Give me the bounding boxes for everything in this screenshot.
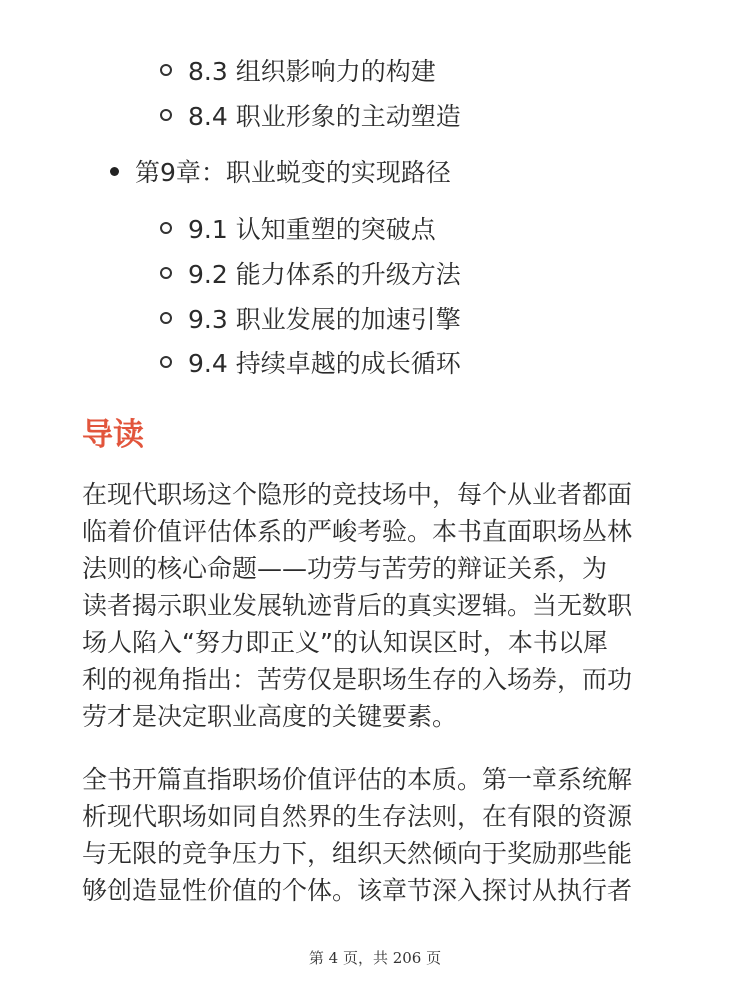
- paragraph-line: 在现代职场这个隐形的竞技场中，每个从业者都面: [82, 480, 633, 509]
- paragraph-line: 利的视角指出：苦劳仅是职场生存的入场券，而功: [82, 665, 633, 694]
- hollow-bullet-icon: [160, 312, 172, 324]
- toc-item-label: 8.3 组织影响力的构建: [188, 57, 436, 86]
- toc-item-9-4[interactable]: [160, 342, 461, 382]
- toc-item-label: 9.4 持续卓越的成长循环: [188, 349, 461, 378]
- toc-chapter-label: 第9章：职业蜕变的实现路径: [135, 158, 451, 187]
- section-heading-intro: 导读: [82, 417, 144, 453]
- filled-bullet-icon: [110, 167, 119, 176]
- paragraph-line: 全书开篇直指职场价值评估的本质。第一章系统解: [82, 765, 633, 794]
- toc-item-9-3[interactable]: [160, 298, 461, 338]
- intro-paragraph-2: [82, 761, 682, 909]
- toc-item-8-4[interactable]: [160, 95, 461, 135]
- hollow-bullet-icon: [160, 64, 172, 76]
- paragraph-line: 读者揭示职业发展轨迹背后的真实逻辑。当无数职: [82, 591, 633, 620]
- toc-item-label: 9.2 能力体系的升级方法: [188, 260, 461, 289]
- toc-item-9-1[interactable]: [160, 208, 436, 248]
- paragraph-line: 场人陷入“努力即正义”的认知误区时，本书以犀: [82, 628, 608, 657]
- hollow-bullet-icon: [160, 267, 172, 279]
- toc-item-9-2[interactable]: [160, 253, 461, 293]
- hollow-bullet-icon: [160, 109, 172, 121]
- toc-item-label: 8.4 职业形象的主动塑造: [188, 102, 461, 131]
- hollow-bullet-icon: [160, 222, 172, 234]
- toc-chapter-9[interactable]: [110, 151, 451, 191]
- paragraph-line: 够创造显性价值的个体。该章节深入探讨从执行者: [82, 876, 633, 905]
- paragraph-line: 法则的核心命题——功劳与苦劳的辩证关系，为: [82, 554, 608, 583]
- toc-item-label: 9.3 职业发展的加速引擎: [188, 305, 461, 334]
- hollow-bullet-icon: [160, 356, 172, 368]
- toc-item-label: 9.1 认知重塑的突破点: [188, 215, 436, 244]
- paragraph-line: 析现代职场如同自然界的生存法则，在有限的资源: [82, 802, 633, 831]
- paragraph-line: 劳才是决定职业高度的关键要素。: [82, 702, 458, 731]
- page-number-footer: 第 4 页，共 206 页: [308, 949, 442, 967]
- paragraph-line: 临着价值评估体系的严峻考验。本书直面职场丛林: [82, 517, 633, 546]
- paragraph-line: 与无限的竞争压力下，组织天然倾向于奖励那些能: [82, 839, 633, 868]
- intro-paragraph-1: [82, 476, 682, 735]
- toc-item-8-3[interactable]: [160, 50, 436, 90]
